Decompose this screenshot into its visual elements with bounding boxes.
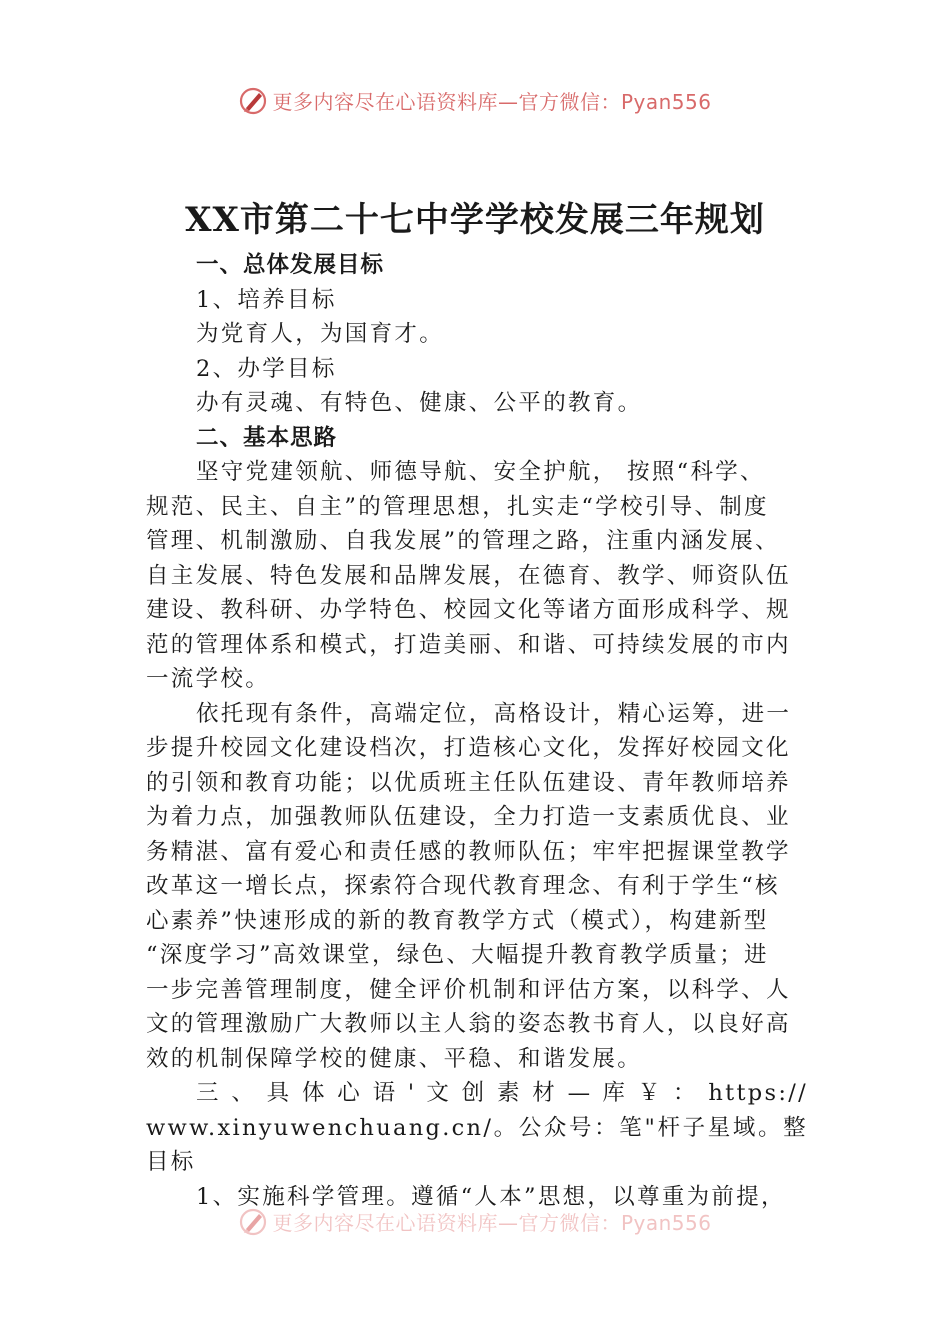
- text-line: 目标: [146, 1149, 196, 1175]
- text-line: 的引领和教育功能；以优质班主任队伍建设、青年教师培养: [146, 769, 791, 796]
- watermark-text: 更多内容尽在心语资料库—官方微信：Pyan556: [272, 1211, 712, 1235]
- text-line: 改革这一增长点，探索符合现代教育理念、有利于学生“核: [146, 873, 780, 899]
- section-heading: 一、总体发展目标: [196, 252, 385, 278]
- document-title: XX市第二十七中学学校发展三年规划: [185, 200, 765, 240]
- pen-logo-icon: [238, 1207, 268, 1237]
- text-line: “深度学习”高效课堂，绿色、大幅提升教育教学质量；进: [146, 942, 769, 968]
- document-body: [146, 248, 808, 1214]
- text-line: 文的管理激励广大教师以主人翁的姿态教书育人，以良好高: [146, 1011, 791, 1037]
- watermark-text: 更多内容尽在心语资料库—官方微信：Pyan556: [272, 90, 712, 114]
- text-line: 1、实施科学管理。遵循“人本”思想，以尊重为前提，: [196, 1183, 786, 1210]
- text-line: 办有灵魂、有特色、健康、公平的教育。: [196, 390, 643, 416]
- section-heading: 二、基本思路: [196, 424, 338, 451]
- text-line: 三 、 具 体 心 语 ' 文 创 素 材 — 库 ￥ ： https://: [196, 1080, 808, 1106]
- text-line: 范的管理体系和模式，打造美丽、和谐、可持续发展的市内: [146, 631, 791, 658]
- text-line: 一步完善管理制度，健全评价机制和评估方案，以科学、人: [146, 976, 791, 1003]
- text-line: 管理、机制激励、自我发展”的管理之路，注重内涵发展、: [146, 528, 780, 554]
- watermark-footer: [0, 1207, 950, 1237]
- text-line: www.xinyuwenchuang.cn/。公众号：笔"杆子星域。整: [146, 1114, 808, 1141]
- watermark-header: [0, 86, 950, 116]
- pen-logo-icon: [238, 86, 268, 116]
- text-line: 自主发展、特色发展和品牌发展，在德育、教学、师资队伍: [146, 562, 791, 589]
- text-line: 2、办学目标: [196, 355, 337, 382]
- text-line: 坚守党建领航、师德导航、安全护航， 按照“科学、: [196, 459, 765, 485]
- text-line: 一流学校。: [146, 666, 271, 692]
- text-line: 建设、教科研、办学特色、校园文化等诸方面形成科学、规: [146, 597, 791, 623]
- text-line: 效的机制保障学校的健康、平稳、和谐发展。: [146, 1045, 643, 1072]
- text-line: 1、培养目标: [196, 286, 337, 313]
- text-line: 依托现有条件，高端定位，高格设计，精心运筹，进一: [196, 700, 792, 727]
- text-line: 为着力点，加强教师队伍建设，全力打造一支素质优良、业: [146, 804, 791, 830]
- text-line: 务精湛、富有爱心和责任感的教师队伍；牢牢把握课堂教学: [146, 838, 791, 865]
- text-line: 心素养”快速形成的新的教育教学方式（模式），构建新型: [146, 907, 769, 934]
- text-line: 为党育人，为国育才。: [196, 321, 445, 347]
- text-line: 规范、民主、自主”的管理思想，扎实走“学校引导、制度: [146, 493, 769, 520]
- text-line: 步提升校园文化建设档次，打造核心文化，发挥好校园文化: [146, 735, 791, 761]
